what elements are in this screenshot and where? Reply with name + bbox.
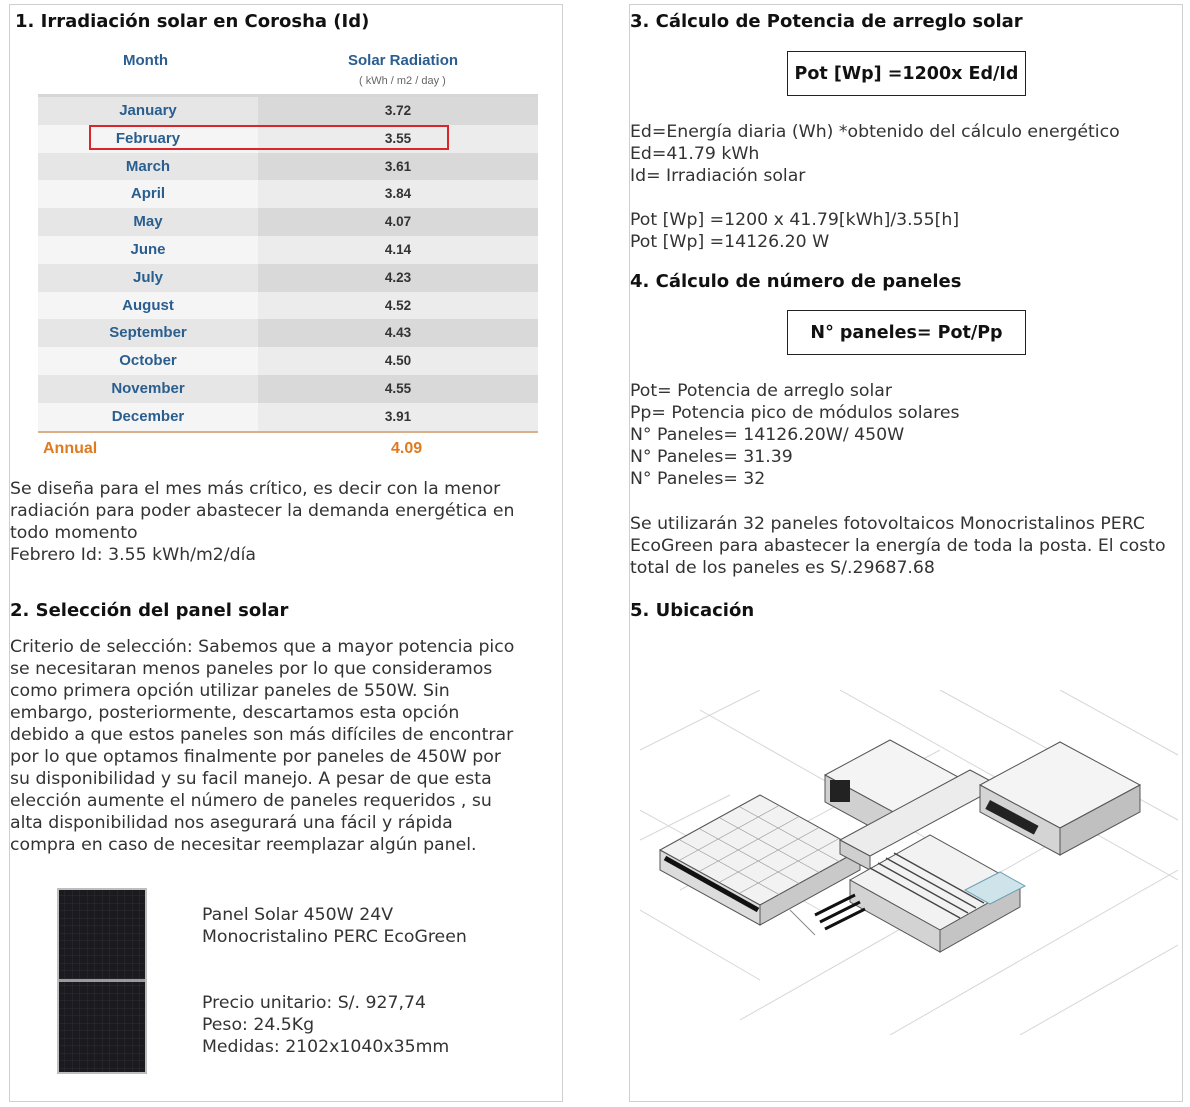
- table-row: [38, 264, 538, 292]
- month-cell: October: [38, 347, 258, 375]
- section2-paragraph: Criterio de selección: Sabemos que a mayor potencia pico se necesitaran menos paneles por lo que consideramos como primera opción utilizar paneles de 550W. Sin embargo, posteriormente, descartamos esta opción debido a que estos paneles son más difíciles de encontrar por lo que optamos finalmente por paneles de 450W por su disponibilidad y su facil manejo. A pesar de que esta elección aumente el número de paneles requeridos , su alta disponibilidad nos asegurará una fácil y rápida compra en caso de necesitar reemplazar algún panel.: [10, 637, 515, 855]
- solar-panel-image: [57, 888, 147, 1074]
- panels-formula-box: N° paneles= Pot/Pp: [787, 310, 1026, 355]
- section3-calculation: Pot [Wp] =1200 x 41.79[kWh]/3.55[h] Pot [Wp] =14126.20 W: [630, 210, 960, 252]
- annual-label: Annual: [43, 440, 98, 457]
- annual-rule: [38, 431, 538, 433]
- section1-paragraph: Se diseña para el mes más crítico, es decir con la menor radiación para poder abastecer la demanda energética en todo momento Febrero Id: 3.55 kWh/m2/día: [10, 479, 515, 565]
- radiation-cell: 4.50: [258, 347, 538, 375]
- power-formula-box: Pot [Wp] =1200x Ed/Id: [787, 51, 1026, 96]
- building-axonometric-image: [640, 690, 1178, 1035]
- month-cell: August: [38, 292, 258, 320]
- table-row: [38, 347, 538, 375]
- panel-specs: Precio unitario: S/. 927,74 Peso: 24.5Kg Medidas: 2102x1040x35mm: [202, 993, 450, 1057]
- month-cell: March: [38, 153, 258, 181]
- month-cell: May: [38, 208, 258, 236]
- table-header-radiation: Solar Radiation: [348, 52, 459, 69]
- table-row: [38, 292, 538, 320]
- radiation-cell: 4.14: [258, 236, 538, 264]
- month-cell: November: [38, 375, 258, 403]
- section5-title: 5. Ubicación: [630, 600, 755, 621]
- section4-title: 4. Cálculo de número de paneles: [630, 271, 962, 292]
- month-cell: July: [38, 264, 258, 292]
- month-cell: April: [38, 180, 258, 208]
- month-cell: December: [38, 403, 258, 431]
- radiation-cell: 3.55: [258, 125, 538, 153]
- table-row: [38, 97, 538, 125]
- month-cell: February: [38, 125, 258, 153]
- radiation-cell: 4.52: [258, 292, 538, 320]
- radiation-cell: 3.84: [258, 180, 538, 208]
- table-row: [38, 153, 538, 181]
- radiation-cell: 4.23: [258, 264, 538, 292]
- table-row: [38, 375, 538, 403]
- panel-name: Panel Solar 450W 24V Monocristalino PERC EcoGreen: [202, 905, 467, 947]
- table-row: [38, 236, 538, 264]
- table-row: [38, 403, 538, 431]
- section4-definitions: Pot= Potencia de arreglo solar Pp= Potencia pico de módulos solares N° Paneles= 14126.20W/ 450W N° Paneles= 31.39 N° Paneles= 32: [630, 381, 960, 489]
- table-header-units: ( kWh / m2 / day ): [359, 75, 446, 87]
- radiation-cell: 4.55: [258, 375, 538, 403]
- month-cell: September: [38, 319, 258, 347]
- table-row: [38, 208, 538, 236]
- month-cell: January: [38, 97, 258, 125]
- section1-title: 1. Irradiación solar en Corosha (Id): [15, 11, 370, 32]
- section3-definitions: Ed=Energía diaria (Wh) *obtenido del cálculo energético Ed=41.79 kWh Id= Irradiación solar: [630, 122, 1120, 186]
- radiation-cell: 4.43: [258, 319, 538, 347]
- section3-title: 3. Cálculo de Potencia de arreglo solar: [630, 11, 1023, 32]
- radiation-cell: 3.91: [258, 403, 538, 431]
- annual-value: 4.09: [391, 440, 423, 457]
- radiation-cell: 4.07: [258, 208, 538, 236]
- radiation-cell: 3.61: [258, 153, 538, 181]
- table-row: [38, 180, 538, 208]
- section4-conclusion: Se utilizarán 32 paneles fotovoltaicos Monocristalinos PERC EcoGreen para abastecer la energía de toda la posta. El costo total de los paneles es S/.29687.68: [630, 514, 1166, 578]
- table-header-month: Month: [123, 52, 168, 69]
- section2-title: 2. Selección del panel solar: [10, 600, 289, 621]
- table-row: [38, 319, 538, 347]
- month-cell: June: [38, 236, 258, 264]
- february-highlight: [89, 125, 449, 150]
- radiation-cell: 3.72: [258, 97, 538, 125]
